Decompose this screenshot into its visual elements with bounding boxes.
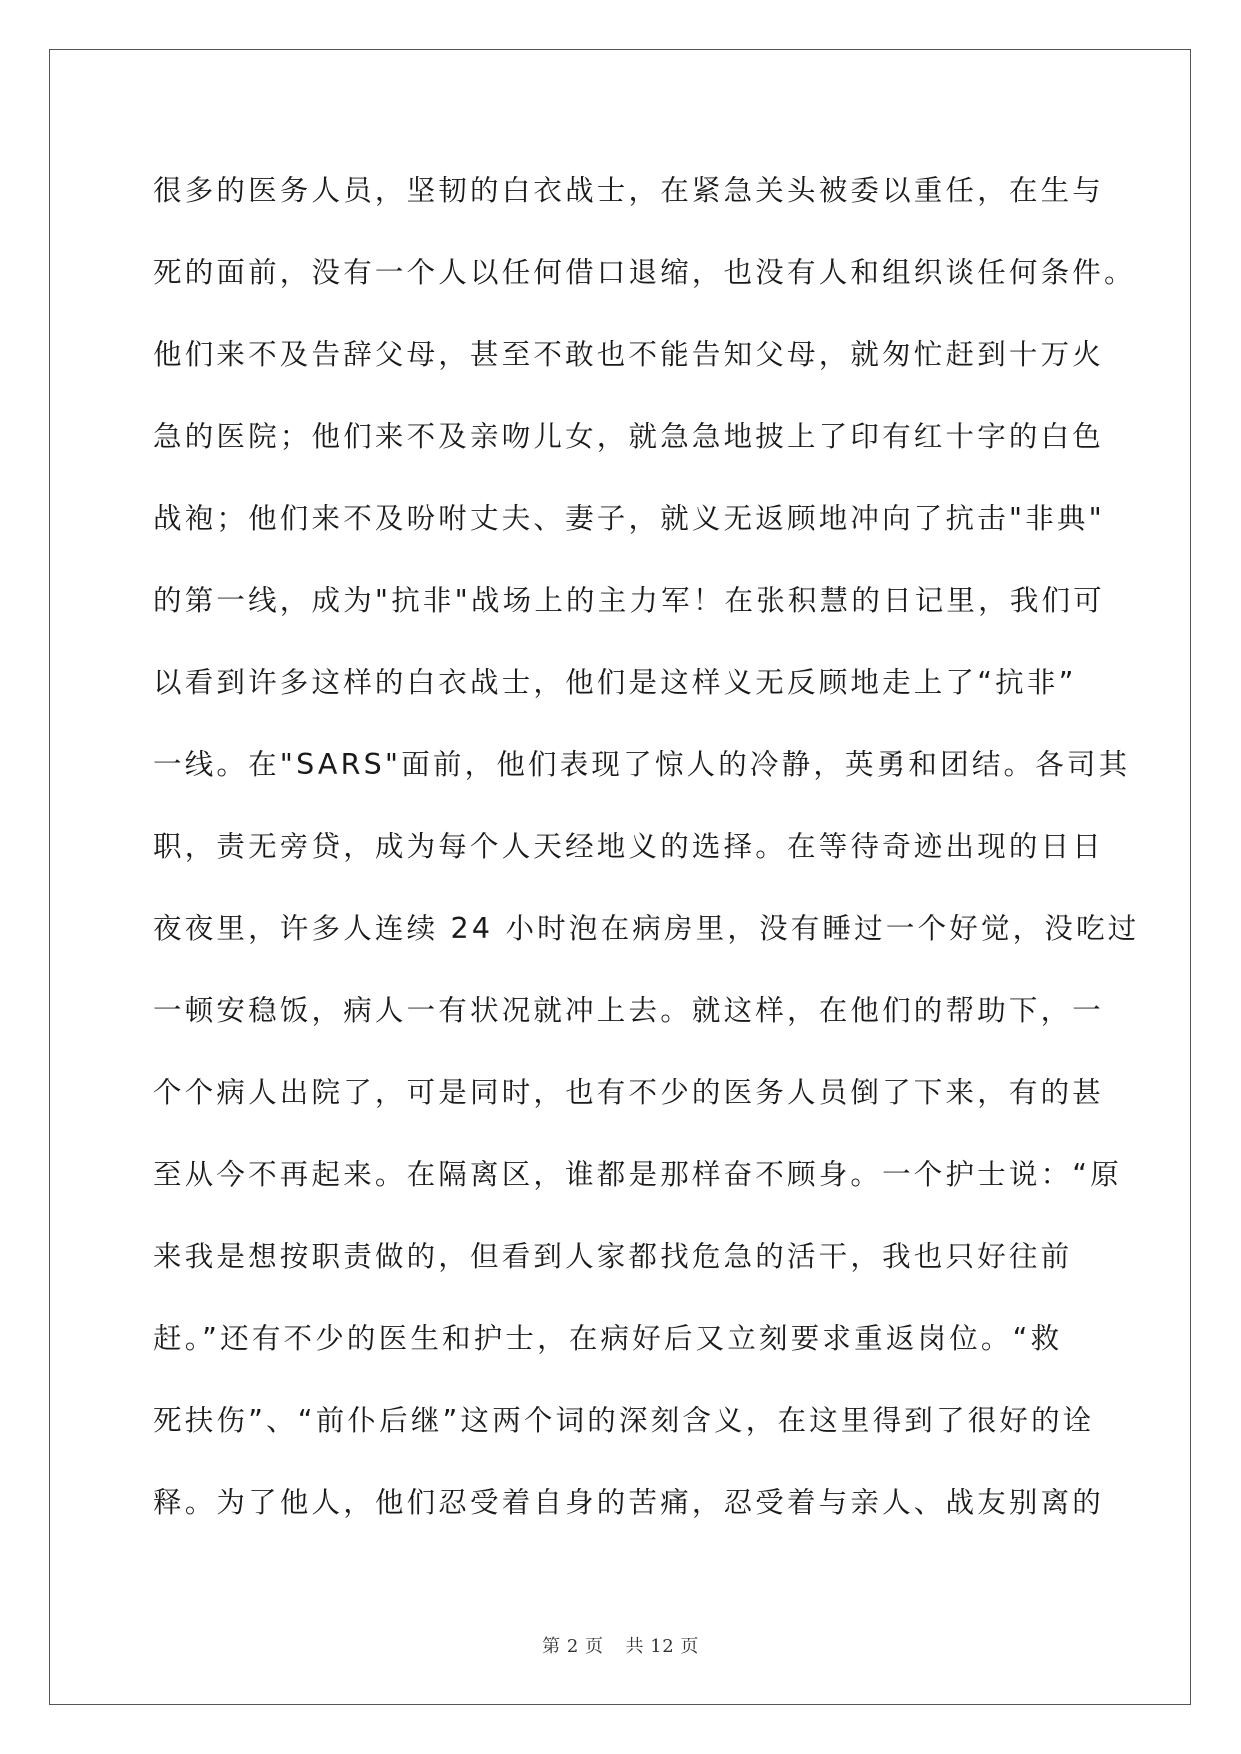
- text-line: 夜夜里，许多人连续 24 小时泡在病房里，没有睡过一个好觉，没吃过: [153, 912, 1140, 945]
- page-footer: [0, 1632, 1241, 1658]
- text-line: 职，责无旁贷，成为每个人天经地义的选择。在等待奇迹出现的日日: [153, 830, 1105, 863]
- text-line: 释。为了他人，他们忍受着自身的苦痛，忍受着与亲人、战友别离的: [153, 1486, 1105, 1519]
- text-line: 的第一线，成为"抗非"战场上的主力军！在张积慧的日记里，我们可: [153, 584, 1105, 617]
- document-body: [153, 155, 1140, 1549]
- text-line: 他们来不及告辞父母，甚至不敢也不能告知父母，就匆忙赶到十万火: [153, 338, 1105, 371]
- text-line: 一顿安稳饭，病人一有状况就冲上去。就这样，在他们的帮助下，一: [153, 994, 1105, 1027]
- text-line: 至从今不再起来。在隔离区，谁都是那样奋不顾身。一个护士说：“原: [153, 1158, 1122, 1191]
- text-line: 一线。在"SARS"面前，他们表现了惊人的冷静，英勇和团结。各司其: [153, 748, 1131, 781]
- text-line: 死的面前，没有一个人以任何借口退缩，也没有人和组织谈任何条件。: [153, 256, 1136, 289]
- text-line: 很多的医务人员，坚韧的白衣战士，在紧急关头被委以重任，在生与: [153, 174, 1105, 207]
- text-line: 来我是想按职责做的，但看到人家都找危急的活干，我也只好往前: [153, 1240, 1073, 1273]
- text-line: 急的医院；他们来不及亲吻儿女，就急急地披上了印有红十字的白色: [153, 420, 1105, 453]
- text-line: 以看到许多这样的白衣战士，他们是这样义无反顾地走上了“抗非”: [153, 666, 1077, 699]
- text-line: 赶。”还有不少的医生和护士，在病好后又立刻要求重返岗位。“救: [153, 1322, 1063, 1355]
- page-number-total: 共 12 页: [625, 1636, 699, 1657]
- page-number-current: 第 2 页: [542, 1636, 604, 1657]
- text-line: 死扶伤”、“前仆后继”这两个词的深刻含义，在这里得到了很好的诠: [153, 1404, 1095, 1437]
- text-line: 个个病人出院了，可是同时，也有不少的医务人员倒了下来，有的甚: [153, 1076, 1105, 1109]
- text-line: 战袍；他们来不及吩咐丈夫、妻子，就义无返顾地冲向了抗击"非典": [153, 502, 1105, 535]
